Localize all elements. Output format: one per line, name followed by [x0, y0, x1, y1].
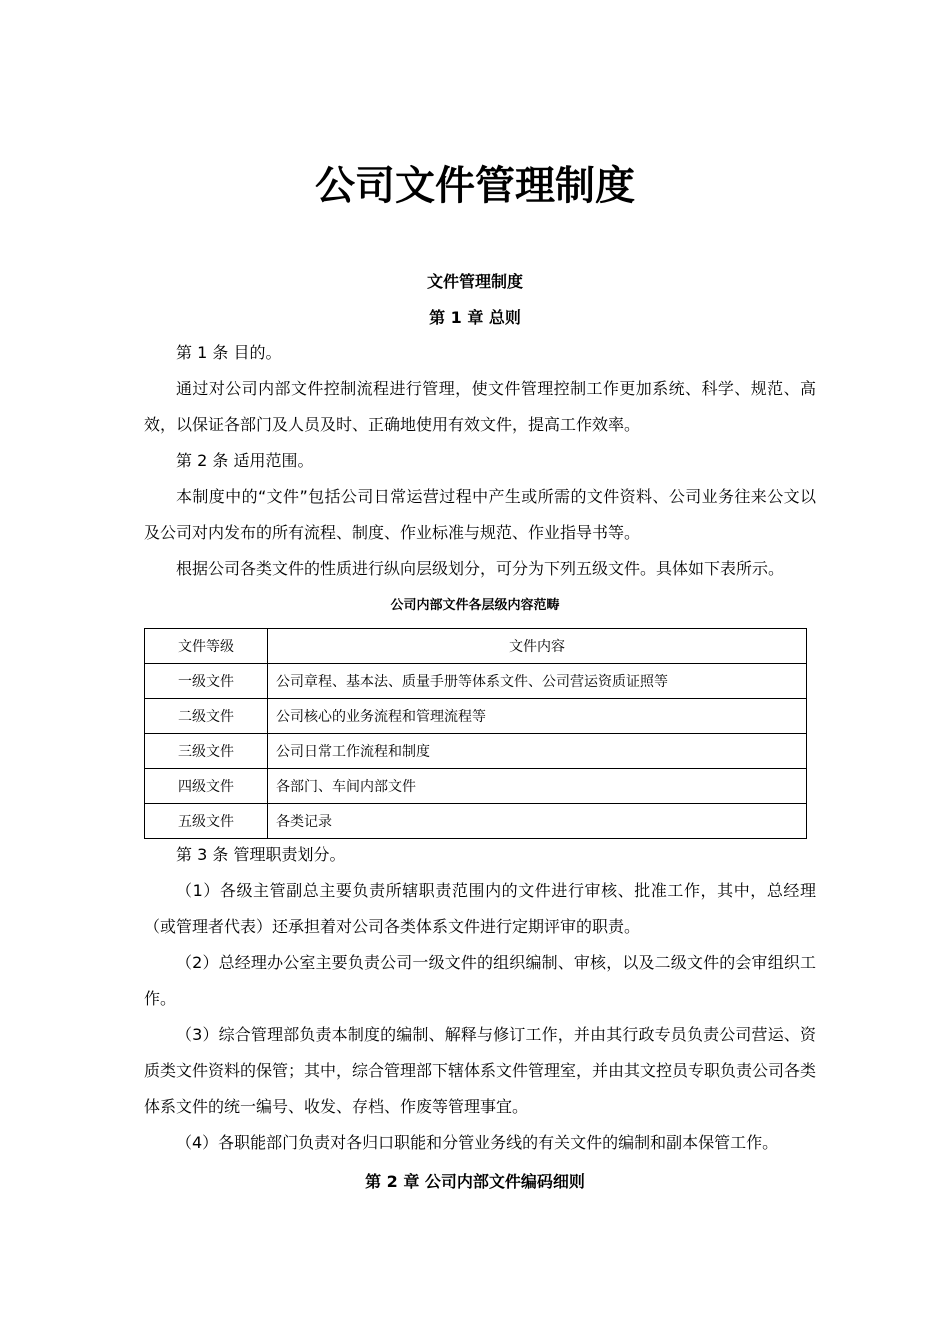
- document-subtitle: 文件管理制度: [426, 272, 523, 291]
- chapter-2-heading: 第 2 章 公司内部文件编码细则: [365, 1172, 585, 1191]
- cell-content: 各部门、车间内部文件: [268, 769, 807, 804]
- cell-level: 五级文件: [145, 804, 268, 839]
- cell-level: 四级文件: [145, 769, 268, 804]
- chapter-1-heading: 第 1 章 总则: [429, 308, 521, 327]
- article-3-item-4: （4）各职能部门负责对各归口职能和分管业务线的有关文件的编制和副本保管工作。: [176, 1133, 779, 1152]
- article-2-heading: 第 2 条 适用范围。: [176, 451, 314, 470]
- cell-content: 各类记录: [268, 804, 807, 839]
- cell-level: 一级文件: [145, 664, 268, 699]
- table-row: [145, 734, 807, 769]
- article-1-body: 通过对公司内部文件控制流程进行管理，使文件管理控制工作更加系统、科学、规范、高效，以保证各部门及人员及时、正确地使用有效文件，提高工作效率。: [144, 379, 816, 434]
- table-row: [145, 804, 807, 839]
- table-row: [145, 664, 807, 699]
- cell-content: 公司核心的业务流程和管理流程等: [268, 699, 807, 734]
- table-row: [145, 699, 807, 734]
- article-2-body-1: 本制度中的“文件”包括公司日常运营过程中产生或所需的文件资料、公司业务往来公文以及公司对内发布的所有流程、制度、作业标准与规范、作业指导书等。: [144, 487, 816, 542]
- table-header-row: [145, 629, 807, 664]
- article-2-body-2: 根据公司各类文件的性质进行纵向层级划分，可分为下列五级文件。具体如下表所示。: [176, 559, 785, 578]
- article-1-heading: 第 1 条 目的。: [176, 343, 282, 362]
- cell-level: 二级文件: [145, 699, 268, 734]
- cell-level: 三级文件: [145, 734, 268, 769]
- article-3-item-1: （1）各级主管副总主要负责所辖职责范围内的文件进行审核、批准工作，其中，总经理（或管理者代表）还承担着对公司各类体系文件进行定期评审的职责。: [144, 881, 816, 936]
- cell-content: 公司章程、基本法、质量手册等体系文件、公司营运资质证照等: [268, 664, 807, 699]
- document-title: 公司文件管理制度: [315, 163, 635, 209]
- article-3-heading: 第 3 条 管理职责划分。: [176, 845, 346, 864]
- header-file-level: 文件等级: [145, 629, 268, 664]
- table-row: [145, 769, 807, 804]
- article-3-item-3: （3）综合管理部负责本制度的编制、解释与修订工作，并由其行政专员负责公司营运、资质类文件资料的保管；其中，综合管理部下辖体系文件管理室，并由其文控员专职负责公司各类体系文件的统一编号、收发、存档、作废等管理事宜。: [144, 1025, 817, 1116]
- header-file-content: 文件内容: [268, 629, 807, 664]
- cell-content: 公司日常工作流程和制度: [268, 734, 807, 769]
- file-levels-table: [144, 628, 807, 839]
- table-caption: 公司内部文件各层级内容范畴: [390, 598, 560, 613]
- article-3-item-2: （2）总经理办公室主要负责公司一级文件的组织编制、审核，以及二级文件的会审组织工作。: [144, 953, 816, 1008]
